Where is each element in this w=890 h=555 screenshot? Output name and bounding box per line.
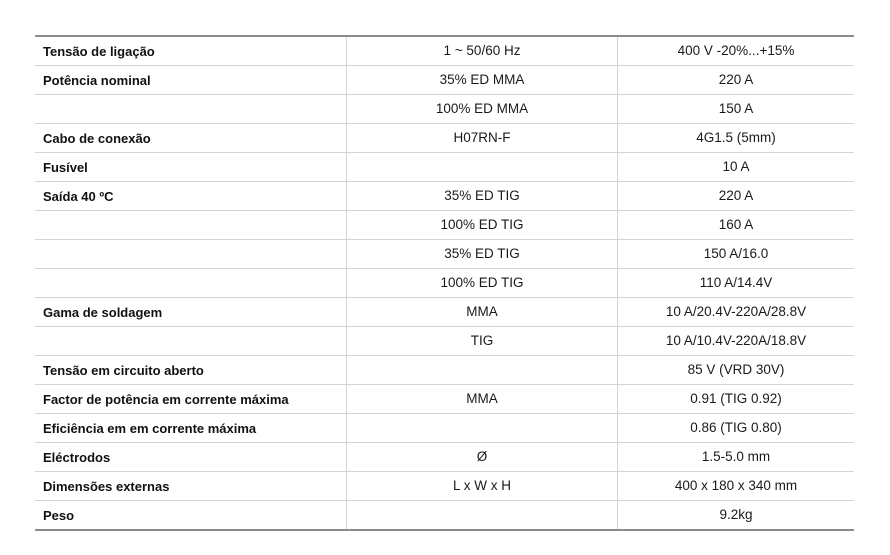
table-row <box>35 472 854 501</box>
row-value: 4G1.5 (5mm) <box>618 124 855 153</box>
row-value: 150 A/16.0 <box>618 240 855 269</box>
row-label: Factor de potência em corrente máxima <box>35 385 347 414</box>
row-mode: Ø <box>347 443 618 472</box>
row-mode: MMA <box>347 385 618 414</box>
row-label <box>35 327 347 356</box>
table-row <box>35 298 854 327</box>
row-value: 1.5-5.0 mm <box>618 443 855 472</box>
row-label: Dimensões externas <box>35 472 347 501</box>
row-label: Gama de soldagem <box>35 298 347 327</box>
row-mode: 100% ED MMA <box>347 95 618 124</box>
row-value: 110 A/14.4V <box>618 269 855 298</box>
table-row <box>35 211 854 240</box>
row-value: 85 V (VRD 30V) <box>618 356 855 385</box>
row-label: Potência nominal <box>35 66 347 95</box>
row-label: Fusível <box>35 153 347 182</box>
table-row <box>35 240 854 269</box>
table-row <box>35 356 854 385</box>
row-label: Tensão de ligação <box>35 36 347 66</box>
table-row <box>35 182 854 211</box>
table-row <box>35 414 854 443</box>
table-row <box>35 95 854 124</box>
row-value: 0.86 (TIG 0.80) <box>618 414 855 443</box>
row-value: 10 A/20.4V-220A/28.8V <box>618 298 855 327</box>
table-row <box>35 443 854 472</box>
row-label <box>35 240 347 269</box>
row-mode: 100% ED TIG <box>347 269 618 298</box>
row-label: Tensão em circuito aberto <box>35 356 347 385</box>
row-mode <box>347 501 618 531</box>
row-mode: 35% ED MMA <box>347 66 618 95</box>
row-mode: L x W x H <box>347 472 618 501</box>
table-row <box>35 327 854 356</box>
specifications-body <box>35 36 854 530</box>
row-label: Eléctrodos <box>35 443 347 472</box>
row-value: 10 A <box>618 153 855 182</box>
row-mode: 35% ED TIG <box>347 182 618 211</box>
row-mode: H07RN-F <box>347 124 618 153</box>
row-value: 150 A <box>618 95 855 124</box>
specifications-table <box>35 35 854 531</box>
table-row <box>35 385 854 414</box>
row-mode: 1 ~ 50/60 Hz <box>347 36 618 66</box>
row-label: Saída 40 ºC <box>35 182 347 211</box>
row-mode <box>347 356 618 385</box>
row-mode: 100% ED TIG <box>347 211 618 240</box>
row-mode: 35% ED TIG <box>347 240 618 269</box>
table-row <box>35 269 854 298</box>
table-row <box>35 124 854 153</box>
row-label: Cabo de conexão <box>35 124 347 153</box>
row-mode: MMA <box>347 298 618 327</box>
row-mode <box>347 153 618 182</box>
row-value: 400 V -20%...+15% <box>618 36 855 66</box>
table-row <box>35 66 854 95</box>
row-value: 220 A <box>618 182 855 211</box>
table-row <box>35 501 854 531</box>
row-value: 9.2kg <box>719 507 753 523</box>
row-value: 0.91 (TIG 0.92) <box>618 385 855 414</box>
row-mode <box>347 414 618 443</box>
row-label <box>35 211 347 240</box>
row-label: Eficiência em em corrente máxima <box>35 414 347 443</box>
row-value: 160 A <box>618 211 855 240</box>
row-label <box>35 269 347 298</box>
table-row <box>35 153 854 182</box>
row-value: 400 x 180 x 340 mm <box>618 472 855 501</box>
row-value: 220 A <box>618 66 855 95</box>
row-value: 10 A/10.4V-220A/18.8V <box>618 327 855 356</box>
row-mode: TIG <box>347 327 618 356</box>
row-label <box>35 95 347 124</box>
table-row <box>35 36 854 66</box>
row-label: Peso <box>35 501 347 531</box>
